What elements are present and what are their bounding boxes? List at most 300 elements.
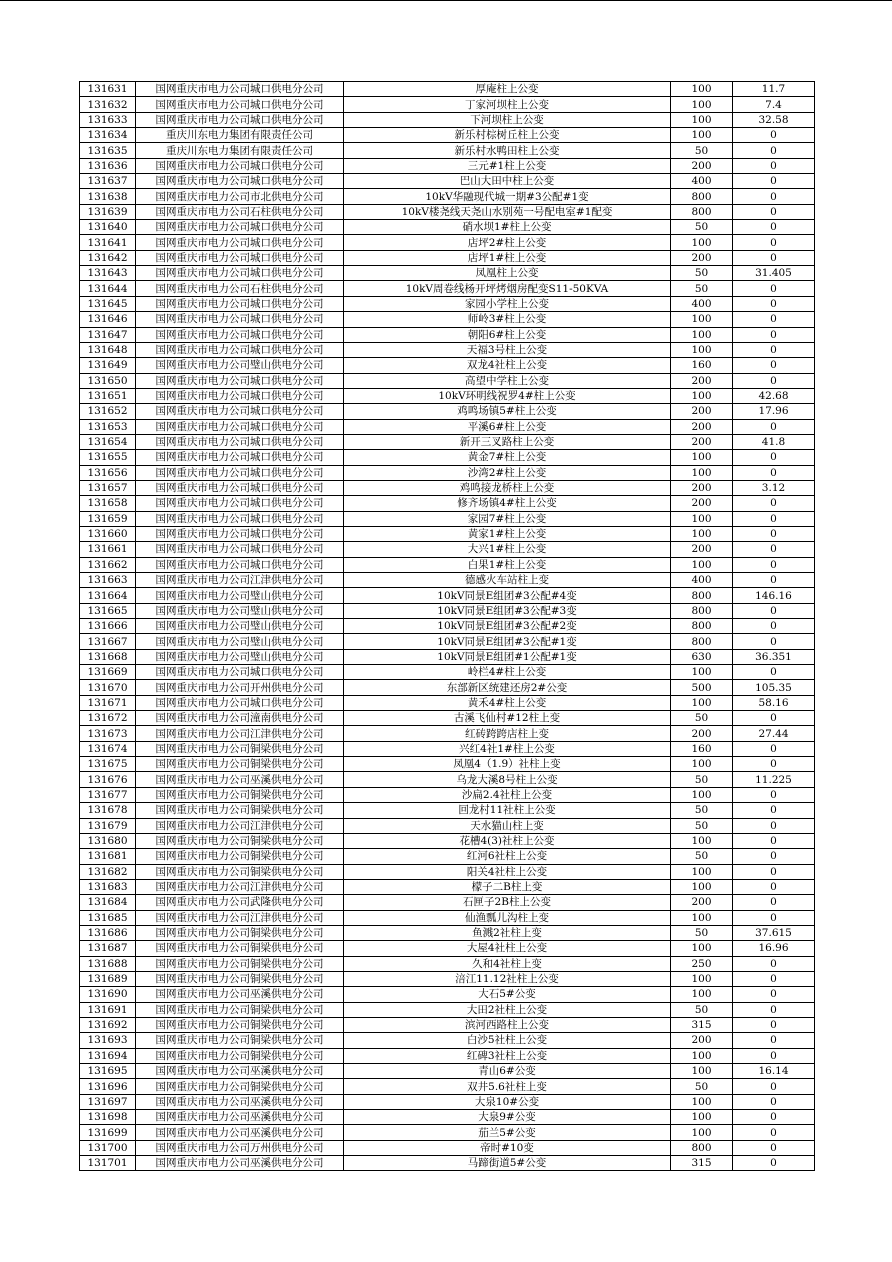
transformer-name-cell: 下河坝柱上公变 — [344, 112, 671, 127]
value-cell: 0 — [733, 1079, 815, 1094]
transformer-name-cell: 鸡鸣接龙桥柱上公变 — [344, 480, 671, 495]
transformer-name-cell: 大田2社柱上公变 — [344, 1002, 671, 1017]
table-row — [80, 649, 815, 664]
company-cell: 国网重庆市电力公司江津供电分公司 — [136, 818, 344, 833]
table-row — [80, 726, 815, 741]
company-cell: 国网重庆市电力公司铜梁供电分公司 — [136, 741, 344, 756]
table-body — [80, 82, 815, 1171]
transformer-name-cell: 厚庵柱上公变 — [344, 82, 671, 97]
capacity-cell: 200 — [671, 726, 733, 741]
row-id-cell: 131657 — [80, 480, 136, 495]
row-id-cell: 131649 — [80, 358, 136, 373]
transformer-name-cell: 石匣子2B柱上公变 — [344, 895, 671, 910]
transformer-name-cell: 白果1#柱上公变 — [344, 557, 671, 572]
transformer-name-cell: 古溪飞仙村#12柱上变 — [344, 711, 671, 726]
table-row — [80, 97, 815, 112]
capacity-cell: 800 — [671, 603, 733, 618]
transformer-name-cell: 马蹄街道5#公变 — [344, 1156, 671, 1171]
capacity-cell: 100 — [671, 1110, 733, 1125]
capacity-cell: 800 — [671, 1140, 733, 1155]
company-cell: 国网重庆市电力公司开州供电分公司 — [136, 680, 344, 695]
value-cell: 0 — [733, 818, 815, 833]
table-row — [80, 174, 815, 189]
table-row — [80, 358, 815, 373]
capacity-cell: 100 — [671, 833, 733, 848]
capacity-cell: 100 — [671, 1125, 733, 1140]
table-row — [80, 511, 815, 526]
company-cell: 国网重庆市电力公司城口供电分公司 — [136, 404, 344, 419]
company-cell: 国网重庆市电力公司城口供电分公司 — [136, 342, 344, 357]
capacity-cell: 100 — [671, 879, 733, 894]
capacity-cell: 160 — [671, 358, 733, 373]
table-row — [80, 1125, 815, 1140]
transformer-name-cell: 三元#1柱上公变 — [344, 158, 671, 173]
capacity-cell: 100 — [671, 757, 733, 772]
value-cell: 0 — [733, 174, 815, 189]
table-row — [80, 204, 815, 219]
company-cell: 国网重庆市电力公司璧山供电分公司 — [136, 634, 344, 649]
page-top-rule — [0, 0, 892, 1]
value-cell: 0 — [733, 895, 815, 910]
value-cell: 0 — [733, 542, 815, 557]
capacity-cell: 400 — [671, 296, 733, 311]
table-row — [80, 281, 815, 296]
value-cell: 0 — [733, 189, 815, 204]
transformer-name-cell: 仙渔瓢儿沟柱上变 — [344, 910, 671, 925]
capacity-cell: 50 — [671, 1002, 733, 1017]
capacity-cell: 800 — [671, 189, 733, 204]
row-id-cell: 131643 — [80, 266, 136, 281]
table-row — [80, 542, 815, 557]
company-cell: 国网重庆市电力公司城口供电分公司 — [136, 480, 344, 495]
transformer-name-cell: 兴红4社1#柱上公变 — [344, 741, 671, 756]
value-cell: 0 — [733, 358, 815, 373]
table-row — [80, 910, 815, 925]
table-row — [80, 143, 815, 158]
company-cell: 国网重庆市电力公司铜梁供电分公司 — [136, 1033, 344, 1048]
row-id-cell: 131645 — [80, 296, 136, 311]
capacity-cell: 800 — [671, 588, 733, 603]
company-cell: 国网重庆市电力公司城口供电分公司 — [136, 97, 344, 112]
capacity-cell: 100 — [671, 128, 733, 143]
table-row — [80, 772, 815, 787]
capacity-cell: 50 — [671, 849, 733, 864]
value-cell: 41.8 — [733, 434, 815, 449]
transformer-name-cell: 丁家河坝柱上公变 — [344, 97, 671, 112]
company-cell: 国网重庆市电力公司璧山供电分公司 — [136, 603, 344, 618]
value-cell: 0 — [733, 971, 815, 986]
transformer-name-cell: 大泉9#公变 — [344, 1110, 671, 1125]
row-id-cell: 131664 — [80, 588, 136, 603]
row-id-cell: 131666 — [80, 619, 136, 634]
row-id-cell: 131672 — [80, 711, 136, 726]
value-cell: 37.615 — [733, 925, 815, 940]
capacity-cell: 100 — [671, 787, 733, 802]
table-row — [80, 1156, 815, 1171]
capacity-cell: 50 — [671, 925, 733, 940]
value-cell: 0 — [733, 511, 815, 526]
table-row — [80, 1033, 815, 1048]
capacity-cell: 100 — [671, 465, 733, 480]
row-id-cell: 131700 — [80, 1140, 136, 1155]
table-row — [80, 573, 815, 588]
capacity-cell: 50 — [671, 772, 733, 787]
row-id-cell: 131632 — [80, 97, 136, 112]
transformer-name-cell: 10kV同景E组团#3公配#2变 — [344, 619, 671, 634]
row-id-cell: 131688 — [80, 956, 136, 971]
table-row — [80, 619, 815, 634]
value-cell: 42.68 — [733, 388, 815, 403]
company-cell: 国网重庆市电力公司铜梁供电分公司 — [136, 803, 344, 818]
company-cell: 国网重庆市电力公司城口供电分公司 — [136, 158, 344, 173]
company-cell: 国网重庆市电力公司城口供电分公司 — [136, 327, 344, 342]
company-cell: 国网重庆市电力公司城口供电分公司 — [136, 373, 344, 388]
capacity-cell: 50 — [671, 803, 733, 818]
table-row — [80, 864, 815, 879]
company-cell: 国网重庆市电力公司铜梁供电分公司 — [136, 971, 344, 986]
company-cell: 国网重庆市电力公司城口供电分公司 — [136, 388, 344, 403]
company-cell: 国网重庆市电力公司城口供电分公司 — [136, 465, 344, 480]
transformer-name-cell: 久和4社柱上变 — [344, 956, 671, 971]
value-cell: 58.16 — [733, 695, 815, 710]
capacity-cell: 100 — [671, 910, 733, 925]
table-row — [80, 956, 815, 971]
transformer-name-cell: 店坪1#柱上公变 — [344, 250, 671, 265]
transformer-name-cell: 10kV环明线祝罗4#柱上公变 — [344, 388, 671, 403]
value-cell: 0 — [733, 220, 815, 235]
company-cell: 国网重庆市电力公司万州供电分公司 — [136, 1140, 344, 1155]
company-cell: 国网重庆市电力公司巫溪供电分公司 — [136, 772, 344, 787]
company-cell: 国网重庆市电力公司巫溪供电分公司 — [136, 1125, 344, 1140]
row-id-cell: 131685 — [80, 910, 136, 925]
row-id-cell: 131636 — [80, 158, 136, 173]
row-id-cell: 131667 — [80, 634, 136, 649]
table-row — [80, 373, 815, 388]
company-cell: 国网重庆市电力公司巫溪供电分公司 — [136, 1094, 344, 1109]
table-row — [80, 603, 815, 618]
row-id-cell: 131652 — [80, 404, 136, 419]
capacity-cell: 200 — [671, 480, 733, 495]
transformer-name-cell: 鱼溅2社柱上变 — [344, 925, 671, 940]
row-id-cell: 131631 — [80, 82, 136, 97]
row-id-cell: 131638 — [80, 189, 136, 204]
company-cell: 国网重庆市电力公司江津供电分公司 — [136, 573, 344, 588]
value-cell: 0 — [733, 465, 815, 480]
table-row — [80, 158, 815, 173]
company-cell: 国网重庆市电力公司潼南供电分公司 — [136, 711, 344, 726]
company-cell: 国网重庆市电力公司江津供电分公司 — [136, 726, 344, 741]
row-id-cell: 131633 — [80, 112, 136, 127]
row-id-cell: 131679 — [80, 818, 136, 833]
table-row — [80, 235, 815, 250]
capacity-cell: 160 — [671, 741, 733, 756]
transformer-name-cell: 凤凰柱上公变 — [344, 266, 671, 281]
value-cell: 0 — [733, 956, 815, 971]
company-cell: 国网重庆市电力公司城口供电分公司 — [136, 112, 344, 127]
capacity-cell: 200 — [671, 373, 733, 388]
row-id-cell: 131659 — [80, 511, 136, 526]
transformer-name-cell: 双龙4社柱上公变 — [344, 358, 671, 373]
company-cell: 国网重庆市电力公司城口供电分公司 — [136, 695, 344, 710]
table-row — [80, 189, 815, 204]
company-cell: 国网重庆市电力公司铜梁供电分公司 — [136, 925, 344, 940]
table-row — [80, 1064, 815, 1079]
transformer-name-cell: 黄金7#柱上公变 — [344, 450, 671, 465]
capacity-cell: 200 — [671, 895, 733, 910]
capacity-cell: 200 — [671, 404, 733, 419]
company-cell: 国网重庆市电力公司城口供电分公司 — [136, 266, 344, 281]
row-id-cell: 131675 — [80, 757, 136, 772]
capacity-cell: 250 — [671, 956, 733, 971]
company-cell: 国网重庆市电力公司巫溪供电分公司 — [136, 1156, 344, 1171]
value-cell: 0 — [733, 526, 815, 541]
row-id-cell: 131660 — [80, 526, 136, 541]
table-row — [80, 250, 815, 265]
capacity-cell: 800 — [671, 204, 733, 219]
capacity-cell: 100 — [671, 864, 733, 879]
data-table — [79, 81, 815, 1171]
row-id-cell: 131668 — [80, 649, 136, 664]
row-id-cell: 131639 — [80, 204, 136, 219]
capacity-cell: 200 — [671, 419, 733, 434]
transformer-name-cell: 平溪6#柱上公变 — [344, 419, 671, 434]
capacity-cell: 400 — [671, 573, 733, 588]
table-row — [80, 588, 815, 603]
table-row — [80, 327, 815, 342]
row-id-cell: 131673 — [80, 726, 136, 741]
table-row — [80, 404, 815, 419]
row-id-cell: 131644 — [80, 281, 136, 296]
capacity-cell: 200 — [671, 496, 733, 511]
row-id-cell: 131683 — [80, 879, 136, 894]
transformer-name-cell: 岭栏4#柱上公变 — [344, 665, 671, 680]
transformer-name-cell: 新乐村水鸭田柱上公变 — [344, 143, 671, 158]
value-cell: 0 — [733, 879, 815, 894]
transformer-name-cell: 新乐村棕树丘柱上公变 — [344, 128, 671, 143]
capacity-cell: 50 — [671, 1079, 733, 1094]
row-id-cell: 131687 — [80, 941, 136, 956]
value-cell: 0 — [733, 1048, 815, 1063]
value-cell: 32.58 — [733, 112, 815, 127]
company-cell: 国网重庆市电力公司城口供电分公司 — [136, 665, 344, 680]
company-cell: 国网重庆市电力公司璧山供电分公司 — [136, 649, 344, 664]
capacity-cell: 100 — [671, 342, 733, 357]
company-cell: 国网重庆市电力公司城口供电分公司 — [136, 312, 344, 327]
transformer-name-cell: 红河6社柱上公变 — [344, 849, 671, 864]
table-row — [80, 879, 815, 894]
capacity-cell: 100 — [671, 1064, 733, 1079]
value-cell: 146.16 — [733, 588, 815, 603]
value-cell: 0 — [733, 634, 815, 649]
capacity-cell: 50 — [671, 266, 733, 281]
table-row — [80, 296, 815, 311]
table-row — [80, 1048, 815, 1063]
transformer-name-cell: 10kV周卷线杨开坪烤烟房配变S11-50KVA — [344, 281, 671, 296]
table-row — [80, 220, 815, 235]
company-cell: 国网重庆市电力公司铜梁供电分公司 — [136, 787, 344, 802]
transformer-name-cell: 10kV同景E组团#3公配#1变 — [344, 634, 671, 649]
table-row — [80, 925, 815, 940]
transformer-name-cell: 大石5#公变 — [344, 987, 671, 1002]
table-row — [80, 680, 815, 695]
row-id-cell: 131665 — [80, 603, 136, 618]
row-id-cell: 131676 — [80, 772, 136, 787]
value-cell: 0 — [733, 342, 815, 357]
company-cell: 国网重庆市电力公司城口供电分公司 — [136, 235, 344, 250]
transformer-name-cell: 沙湾2#柱上公变 — [344, 465, 671, 480]
row-id-cell: 131684 — [80, 895, 136, 910]
value-cell: 0 — [733, 250, 815, 265]
table-row — [80, 695, 815, 710]
row-id-cell: 131693 — [80, 1033, 136, 1048]
transformer-name-cell: 10kV楼尧线天尧山水别苑一号配电室#1配变 — [344, 204, 671, 219]
row-id-cell: 131681 — [80, 849, 136, 864]
row-id-cell: 131651 — [80, 388, 136, 403]
row-id-cell: 131674 — [80, 741, 136, 756]
capacity-cell: 100 — [671, 557, 733, 572]
capacity-cell: 100 — [671, 388, 733, 403]
transformer-name-cell: 10kV同景E组团#3公配#3变 — [344, 603, 671, 618]
value-cell: 7.4 — [733, 97, 815, 112]
value-cell: 0 — [733, 1033, 815, 1048]
row-id-cell: 131646 — [80, 312, 136, 327]
capacity-cell: 100 — [671, 235, 733, 250]
transformer-name-cell: 10kV同景E组团#1公配#1变 — [344, 649, 671, 664]
company-cell: 国网重庆市电力公司城口供电分公司 — [136, 450, 344, 465]
transformer-name-cell: 涪江11.12社柱上公变 — [344, 971, 671, 986]
transformer-name-cell: 东部新区统建还房2#公变 — [344, 680, 671, 695]
table-row — [80, 388, 815, 403]
company-cell: 国网重庆市电力公司城口供电分公司 — [136, 296, 344, 311]
company-cell: 国网重庆市电力公司铜梁供电分公司 — [136, 849, 344, 864]
capacity-cell: 100 — [671, 526, 733, 541]
table-row — [80, 757, 815, 772]
value-cell: 0 — [733, 158, 815, 173]
capacity-cell: 100 — [671, 665, 733, 680]
capacity-cell: 50 — [671, 220, 733, 235]
company-cell: 国网重庆市电力公司城口供电分公司 — [136, 419, 344, 434]
row-id-cell: 131682 — [80, 864, 136, 879]
company-cell: 国网重庆市电力公司巫溪供电分公司 — [136, 1110, 344, 1125]
row-id-cell: 131697 — [80, 1094, 136, 1109]
company-cell: 国网重庆市电力公司铜梁供电分公司 — [136, 833, 344, 848]
row-id-cell: 131658 — [80, 496, 136, 511]
transformer-name-cell: 白沙5社柱上公变 — [344, 1033, 671, 1048]
value-cell: 0 — [733, 803, 815, 818]
table-row — [80, 803, 815, 818]
company-cell: 国网重庆市电力公司铜梁供电分公司 — [136, 1002, 344, 1017]
company-cell: 国网重庆市电力公司铜梁供电分公司 — [136, 956, 344, 971]
row-id-cell: 131656 — [80, 465, 136, 480]
company-cell: 国网重庆市电力公司铜梁供电分公司 — [136, 1079, 344, 1094]
table-row — [80, 634, 815, 649]
value-cell: 0 — [733, 711, 815, 726]
capacity-cell: 100 — [671, 112, 733, 127]
table-row — [80, 741, 815, 756]
capacity-cell: 100 — [671, 82, 733, 97]
capacity-cell: 200 — [671, 250, 733, 265]
value-cell: 0 — [733, 910, 815, 925]
transformer-name-cell: 阳关4社柱上公变 — [344, 864, 671, 879]
capacity-cell: 200 — [671, 434, 733, 449]
row-id-cell: 131661 — [80, 542, 136, 557]
table-row — [80, 895, 815, 910]
value-cell: 0 — [733, 1110, 815, 1125]
value-cell: 0 — [733, 557, 815, 572]
table-row — [80, 818, 815, 833]
capacity-cell: 50 — [671, 818, 733, 833]
table-row — [80, 465, 815, 480]
value-cell: 27.44 — [733, 726, 815, 741]
table-row — [80, 480, 815, 495]
value-cell: 0 — [733, 373, 815, 388]
company-cell: 国网重庆市电力公司铜梁供电分公司 — [136, 757, 344, 772]
table-row — [80, 1140, 815, 1155]
capacity-cell: 100 — [671, 971, 733, 986]
row-id-cell: 131689 — [80, 971, 136, 986]
capacity-cell: 800 — [671, 634, 733, 649]
table-row — [80, 1094, 815, 1109]
value-cell: 0 — [733, 281, 815, 296]
capacity-cell: 200 — [671, 542, 733, 557]
table-row — [80, 1017, 815, 1032]
row-id-cell: 131662 — [80, 557, 136, 572]
value-cell: 0 — [733, 864, 815, 879]
row-id-cell: 131696 — [80, 1079, 136, 1094]
row-id-cell: 131694 — [80, 1048, 136, 1063]
row-id-cell: 131690 — [80, 987, 136, 1002]
value-cell: 0 — [733, 603, 815, 618]
row-id-cell: 131686 — [80, 925, 136, 940]
company-cell: 国网重庆市电力公司城口供电分公司 — [136, 496, 344, 511]
company-cell: 国网重庆市电力公司铜梁供电分公司 — [136, 1017, 344, 1032]
capacity-cell: 100 — [671, 1048, 733, 1063]
company-cell: 重庆川东电力集团有限责任公司 — [136, 128, 344, 143]
capacity-cell: 100 — [671, 450, 733, 465]
transformer-name-cell: 大兴1#柱上公变 — [344, 542, 671, 557]
row-id-cell: 131642 — [80, 250, 136, 265]
value-cell: 0 — [733, 833, 815, 848]
value-cell: 16.14 — [733, 1064, 815, 1079]
value-cell: 0 — [733, 1017, 815, 1032]
row-id-cell: 131641 — [80, 235, 136, 250]
company-cell: 国网重庆市电力公司城口供电分公司 — [136, 82, 344, 97]
transformer-name-cell: 天水猫山柱上变 — [344, 818, 671, 833]
row-id-cell: 131691 — [80, 1002, 136, 1017]
table-row — [80, 434, 815, 449]
value-cell: 0 — [733, 573, 815, 588]
value-cell: 0 — [733, 204, 815, 219]
transformer-name-cell: 朝阳6#柱上公变 — [344, 327, 671, 342]
value-cell: 16.96 — [733, 941, 815, 956]
value-cell: 0 — [733, 327, 815, 342]
value-cell: 0 — [733, 496, 815, 511]
capacity-cell: 100 — [671, 511, 733, 526]
row-id-cell: 131634 — [80, 128, 136, 143]
company-cell: 国网重庆市电力公司城口供电分公司 — [136, 557, 344, 572]
company-cell: 国网重庆市电力公司武隆供电分公司 — [136, 895, 344, 910]
company-cell: 国网重庆市电力公司铜梁供电分公司 — [136, 864, 344, 879]
table-row — [80, 496, 815, 511]
company-cell: 国网重庆市电力公司城口供电分公司 — [136, 511, 344, 526]
row-id-cell: 131640 — [80, 220, 136, 235]
row-id-cell: 131669 — [80, 665, 136, 680]
row-id-cell: 131695 — [80, 1064, 136, 1079]
value-cell: 31.405 — [733, 266, 815, 281]
transformer-name-cell: 滨河西路柱上公变 — [344, 1017, 671, 1032]
company-cell: 国网重庆市电力公司石柱供电分公司 — [136, 204, 344, 219]
table-row — [80, 787, 815, 802]
